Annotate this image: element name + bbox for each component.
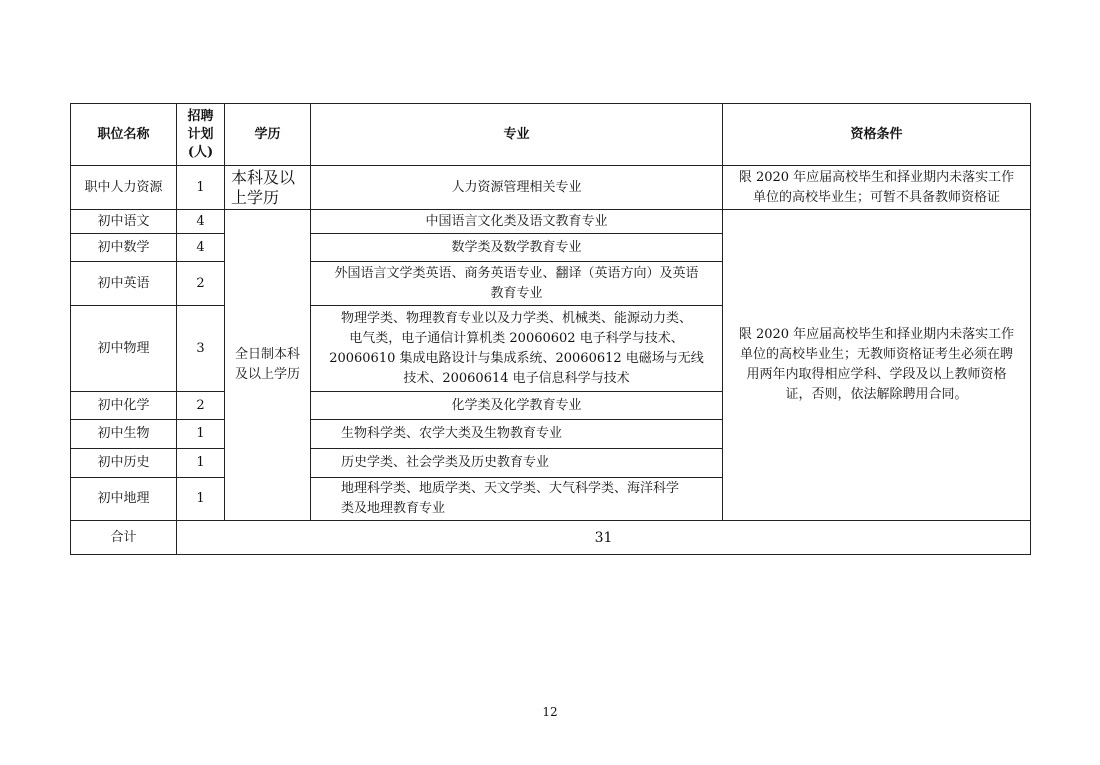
count-cell: 1	[177, 420, 225, 449]
position-cell: 初中物理	[71, 306, 177, 392]
header-row	[71, 104, 1031, 166]
major-line: 地理科学类、地质学类、天文学类、大气科学类、海洋科学	[341, 481, 680, 496]
education-line: 上学历	[231, 187, 280, 207]
major-line: 外国语言文学类英语、商务英语专业、翻译（英语方向）及英语	[334, 265, 699, 281]
count-cell: 2	[177, 392, 225, 420]
major-cell: 历史学类、社会学类及历史教育专业	[311, 449, 723, 478]
major-cell: 化学类及化学教育专业	[311, 392, 723, 420]
education-cell	[225, 166, 311, 210]
qualification-line: 用两年内取得相应学科、学段及以上教师资格	[746, 367, 1007, 382]
position-cell: 初中生物	[71, 420, 177, 449]
major-cell: 生物科学类、农学大类及生物教育专业	[311, 420, 723, 449]
qualification-line: 限 2020 年应届高校毕生和择业期内未落实工作	[738, 327, 1015, 342]
header-education: 学历	[225, 104, 311, 166]
major-cell	[311, 478, 723, 521]
count-cell: 2	[177, 262, 225, 306]
major-line: 教育专业	[490, 285, 543, 301]
count-cell: 3	[177, 306, 225, 392]
major-line: 技术、20060614 电子信息科学与技术	[403, 370, 630, 386]
count-cell: 1	[177, 478, 225, 521]
position-cell: 初中数学	[71, 234, 177, 262]
major-cell: 人力资源管理相关专业	[311, 166, 723, 210]
recruitment-table	[70, 103, 1031, 555]
total-value: 31	[177, 521, 1031, 555]
position-cell: 初中语文	[71, 210, 177, 234]
count-cell: 4	[177, 234, 225, 262]
shared-qualification-cell	[723, 210, 1031, 521]
education-line: 全日制本科	[234, 347, 300, 362]
shared-education-cell	[225, 210, 311, 521]
qualification-line: 单位的高校毕业生；可暂不具备教师资格证	[752, 189, 1000, 205]
header-plan-line: (人)	[187, 144, 214, 160]
header-plan-line: 招聘	[187, 108, 214, 124]
major-line: 20060610 集成电路设计与集成系统、20060612 电磁场与无线	[329, 350, 704, 366]
table-row	[71, 166, 1031, 210]
header-plan	[177, 104, 225, 166]
position-cell: 初中地理	[71, 478, 177, 521]
total-row	[71, 521, 1031, 555]
qualification-line: 证，否则，依法解除聘用合同。	[785, 387, 968, 402]
major-line: 物理学类、物理教育专业以及力学类、机械类、能源动力类、	[340, 310, 692, 326]
major-cell: 中国语言文化类及语文教育专业	[311, 210, 723, 234]
qualification-line: 限 2020 年应届高校毕生和择业期内未落实工作	[738, 169, 1015, 185]
position-cell: 职中人力资源	[71, 166, 177, 210]
qualification-line: 单位的高校毕业生；无教师资格证考生必须在聘	[739, 347, 1013, 362]
education-line: 本科及以	[231, 167, 296, 187]
position-cell: 初中化学	[71, 392, 177, 420]
page-number: 12	[542, 705, 558, 719]
count-cell: 4	[177, 210, 225, 234]
education-line: 及以上学历	[234, 367, 300, 382]
major-cell	[311, 262, 723, 306]
table-row	[71, 210, 1031, 234]
header-major: 专业	[311, 104, 723, 166]
count-cell: 1	[177, 166, 225, 210]
major-line: 类及地理教育专业	[341, 501, 446, 516]
count-cell: 1	[177, 449, 225, 478]
major-line: 电气类，电子通信计算机类 20060602 电子科学与技术、	[349, 330, 684, 346]
major-cell: 数学类及数学教育专业	[311, 234, 723, 262]
major-cell	[311, 306, 723, 392]
position-cell: 初中历史	[71, 449, 177, 478]
position-cell: 初中英语	[71, 262, 177, 306]
header-plan-line: 计划	[187, 126, 214, 142]
header-position: 职位名称	[71, 104, 177, 166]
qualification-cell	[723, 166, 1031, 210]
header-qualification: 资格条件	[723, 104, 1031, 166]
total-label: 合计	[71, 521, 177, 555]
